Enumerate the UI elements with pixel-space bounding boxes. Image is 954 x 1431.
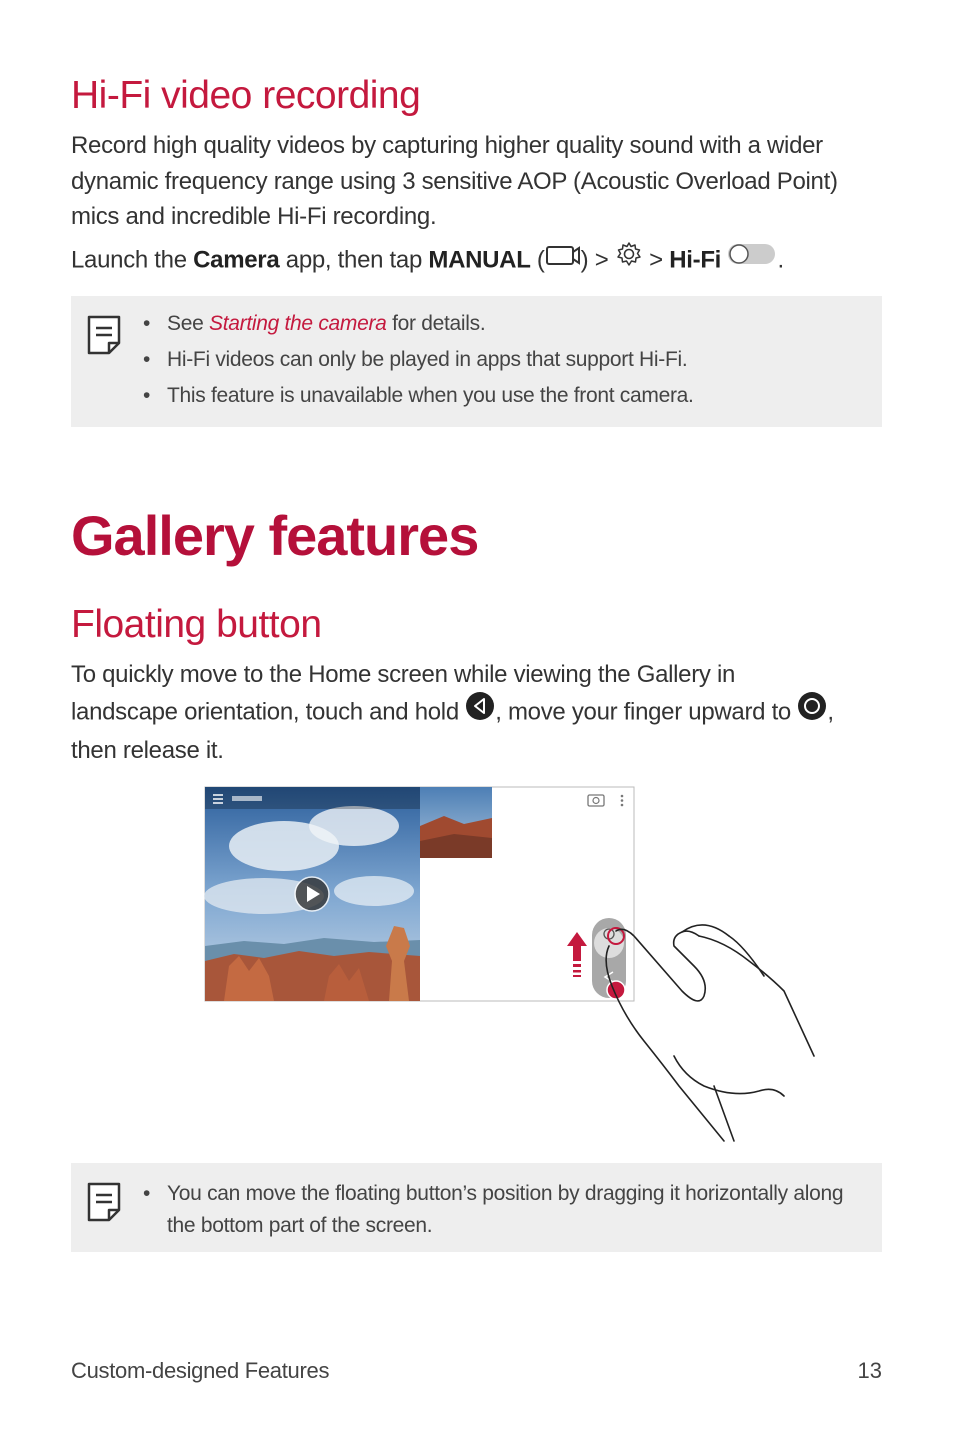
section-title-hifi: Hi-Fi video recording bbox=[71, 74, 421, 117]
floating-back-icon bbox=[465, 691, 495, 732]
note-box-hifi bbox=[71, 296, 882, 427]
hifi-instructions: Launch the Camera app, then tap MANUAL ( ) > > Hi-Fi . bbox=[71, 242, 886, 281]
gear-icon bbox=[615, 240, 643, 279]
more-options-icon[interactable] bbox=[621, 795, 624, 807]
note-item-see-camera: • See Starting the camera for details. bbox=[167, 312, 862, 336]
video-camera-icon bbox=[545, 242, 581, 278]
floating-home-icon bbox=[797, 691, 827, 732]
manual-mode-label: MANUAL bbox=[428, 246, 531, 274]
gallery-thumbnail[interactable] bbox=[420, 787, 492, 858]
note-icon bbox=[87, 315, 121, 355]
toggle-switch-icon bbox=[727, 241, 777, 278]
note-icon bbox=[87, 1182, 121, 1222]
floating-button-illustration bbox=[204, 786, 824, 1148]
gallery-photo-main bbox=[204, 787, 420, 1001]
hifi-description: Record high quality videos by capturing higher quality sound with a wider dynamic frequency range using 3 sensitive AOP (Acoustic Overload Point) mics and incredible Hi-Fi recording. bbox=[71, 132, 838, 230]
note-item-hifi-playback: • Hi-Fi videos can only be played in apps that support Hi-Fi. bbox=[167, 348, 862, 372]
floating-description: To quickly move to the Home screen while viewing the Gallery in landscape orientation, touch and hold , move your finger upward to , then release it. bbox=[71, 661, 834, 764]
page-number: 13 bbox=[857, 1358, 882, 1383]
starting-camera-link[interactable]: Starting the camera bbox=[209, 312, 387, 335]
camera-app-label: Camera bbox=[193, 246, 280, 274]
hand-icon bbox=[606, 925, 814, 1141]
section-title-floating: Floating button bbox=[71, 603, 322, 646]
note-box-floating bbox=[71, 1163, 882, 1252]
hifi-setting-label: Hi-Fi bbox=[669, 246, 722, 274]
footer-section-name: Custom-designed Features bbox=[71, 1358, 330, 1383]
note-item-drag-button: • You can move the floating button’s position by dragging it horizontally along the bottom part of the screen. bbox=[167, 1178, 852, 1242]
note-item-front-camera: • This feature is unavailable when you use the front camera. bbox=[167, 384, 862, 408]
chapter-title-gallery: Gallery features bbox=[71, 504, 479, 567]
